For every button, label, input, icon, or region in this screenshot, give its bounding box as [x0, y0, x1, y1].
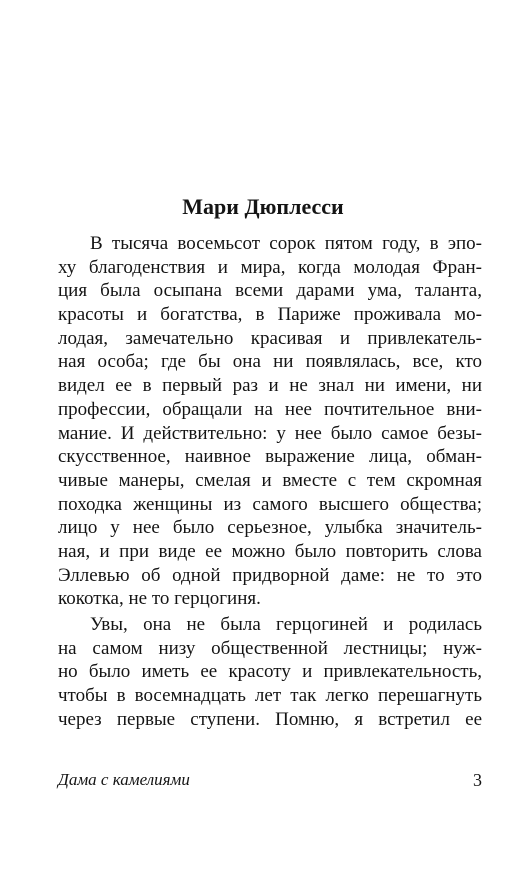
text-line: профессии, обращали на нее почтительное вни-: [58, 398, 482, 420]
text-line: лицо у нее было серьезное, улыбка значитель-: [58, 517, 482, 539]
text-line: Увы, она не была герцогиней и родилась: [90, 614, 482, 635]
running-footer-book-title: Дама с камелиями: [58, 770, 190, 789]
text-line: красоты и богатства, в Париже проживала мо-: [58, 304, 482, 326]
text-line: ная особа; где бы она ни появлялась, все, кто: [58, 351, 482, 373]
paragraph: [58, 232, 482, 611]
text-line: В тысяча восемьсот сорок пятом году, в эпо-: [90, 233, 482, 254]
page-number: 3: [473, 770, 482, 790]
text-line: Эллевью об одной придворной даме: не то это: [58, 564, 482, 586]
chapter-title: Мари Дюплесси: [182, 194, 344, 219]
paragraph: [58, 613, 482, 731]
text-line: кокотка, не то герцогиня.: [58, 588, 261, 610]
body-text: [58, 232, 482, 733]
text-line: видел ее в первый раз и не знал ни имени, ни: [58, 375, 482, 397]
text-line: походка женщины из самого высшего общества;: [58, 493, 482, 515]
text-line: но было иметь ее красоту и привлекательность,: [58, 661, 482, 683]
text-line: мание. И действительно: у нее было самое безы-: [58, 422, 482, 444]
text-line: ная, и при виде ее можно было повторить слова: [58, 540, 482, 562]
text-line: скусственное, наивное выражение лица, обман-: [58, 446, 482, 468]
text-line: на самом низу общественной лестницы; нуж-: [58, 637, 482, 659]
text-line: чтобы в восемнадцать лет так легко перешагнуть: [58, 685, 482, 707]
text-line: ху благоденствия и мира, когда молодая Фран-: [58, 256, 482, 278]
text-line: через первые ступени. Помню, я встретил ее: [58, 708, 482, 730]
text-line: лодая, замечательно красивая и привлекатель-: [58, 327, 482, 349]
text-line: ция была осыпана всеми дарами ума, таланта,: [58, 280, 482, 302]
text-line: чивые манеры, смелая и вместе с тем скромная: [58, 469, 482, 491]
